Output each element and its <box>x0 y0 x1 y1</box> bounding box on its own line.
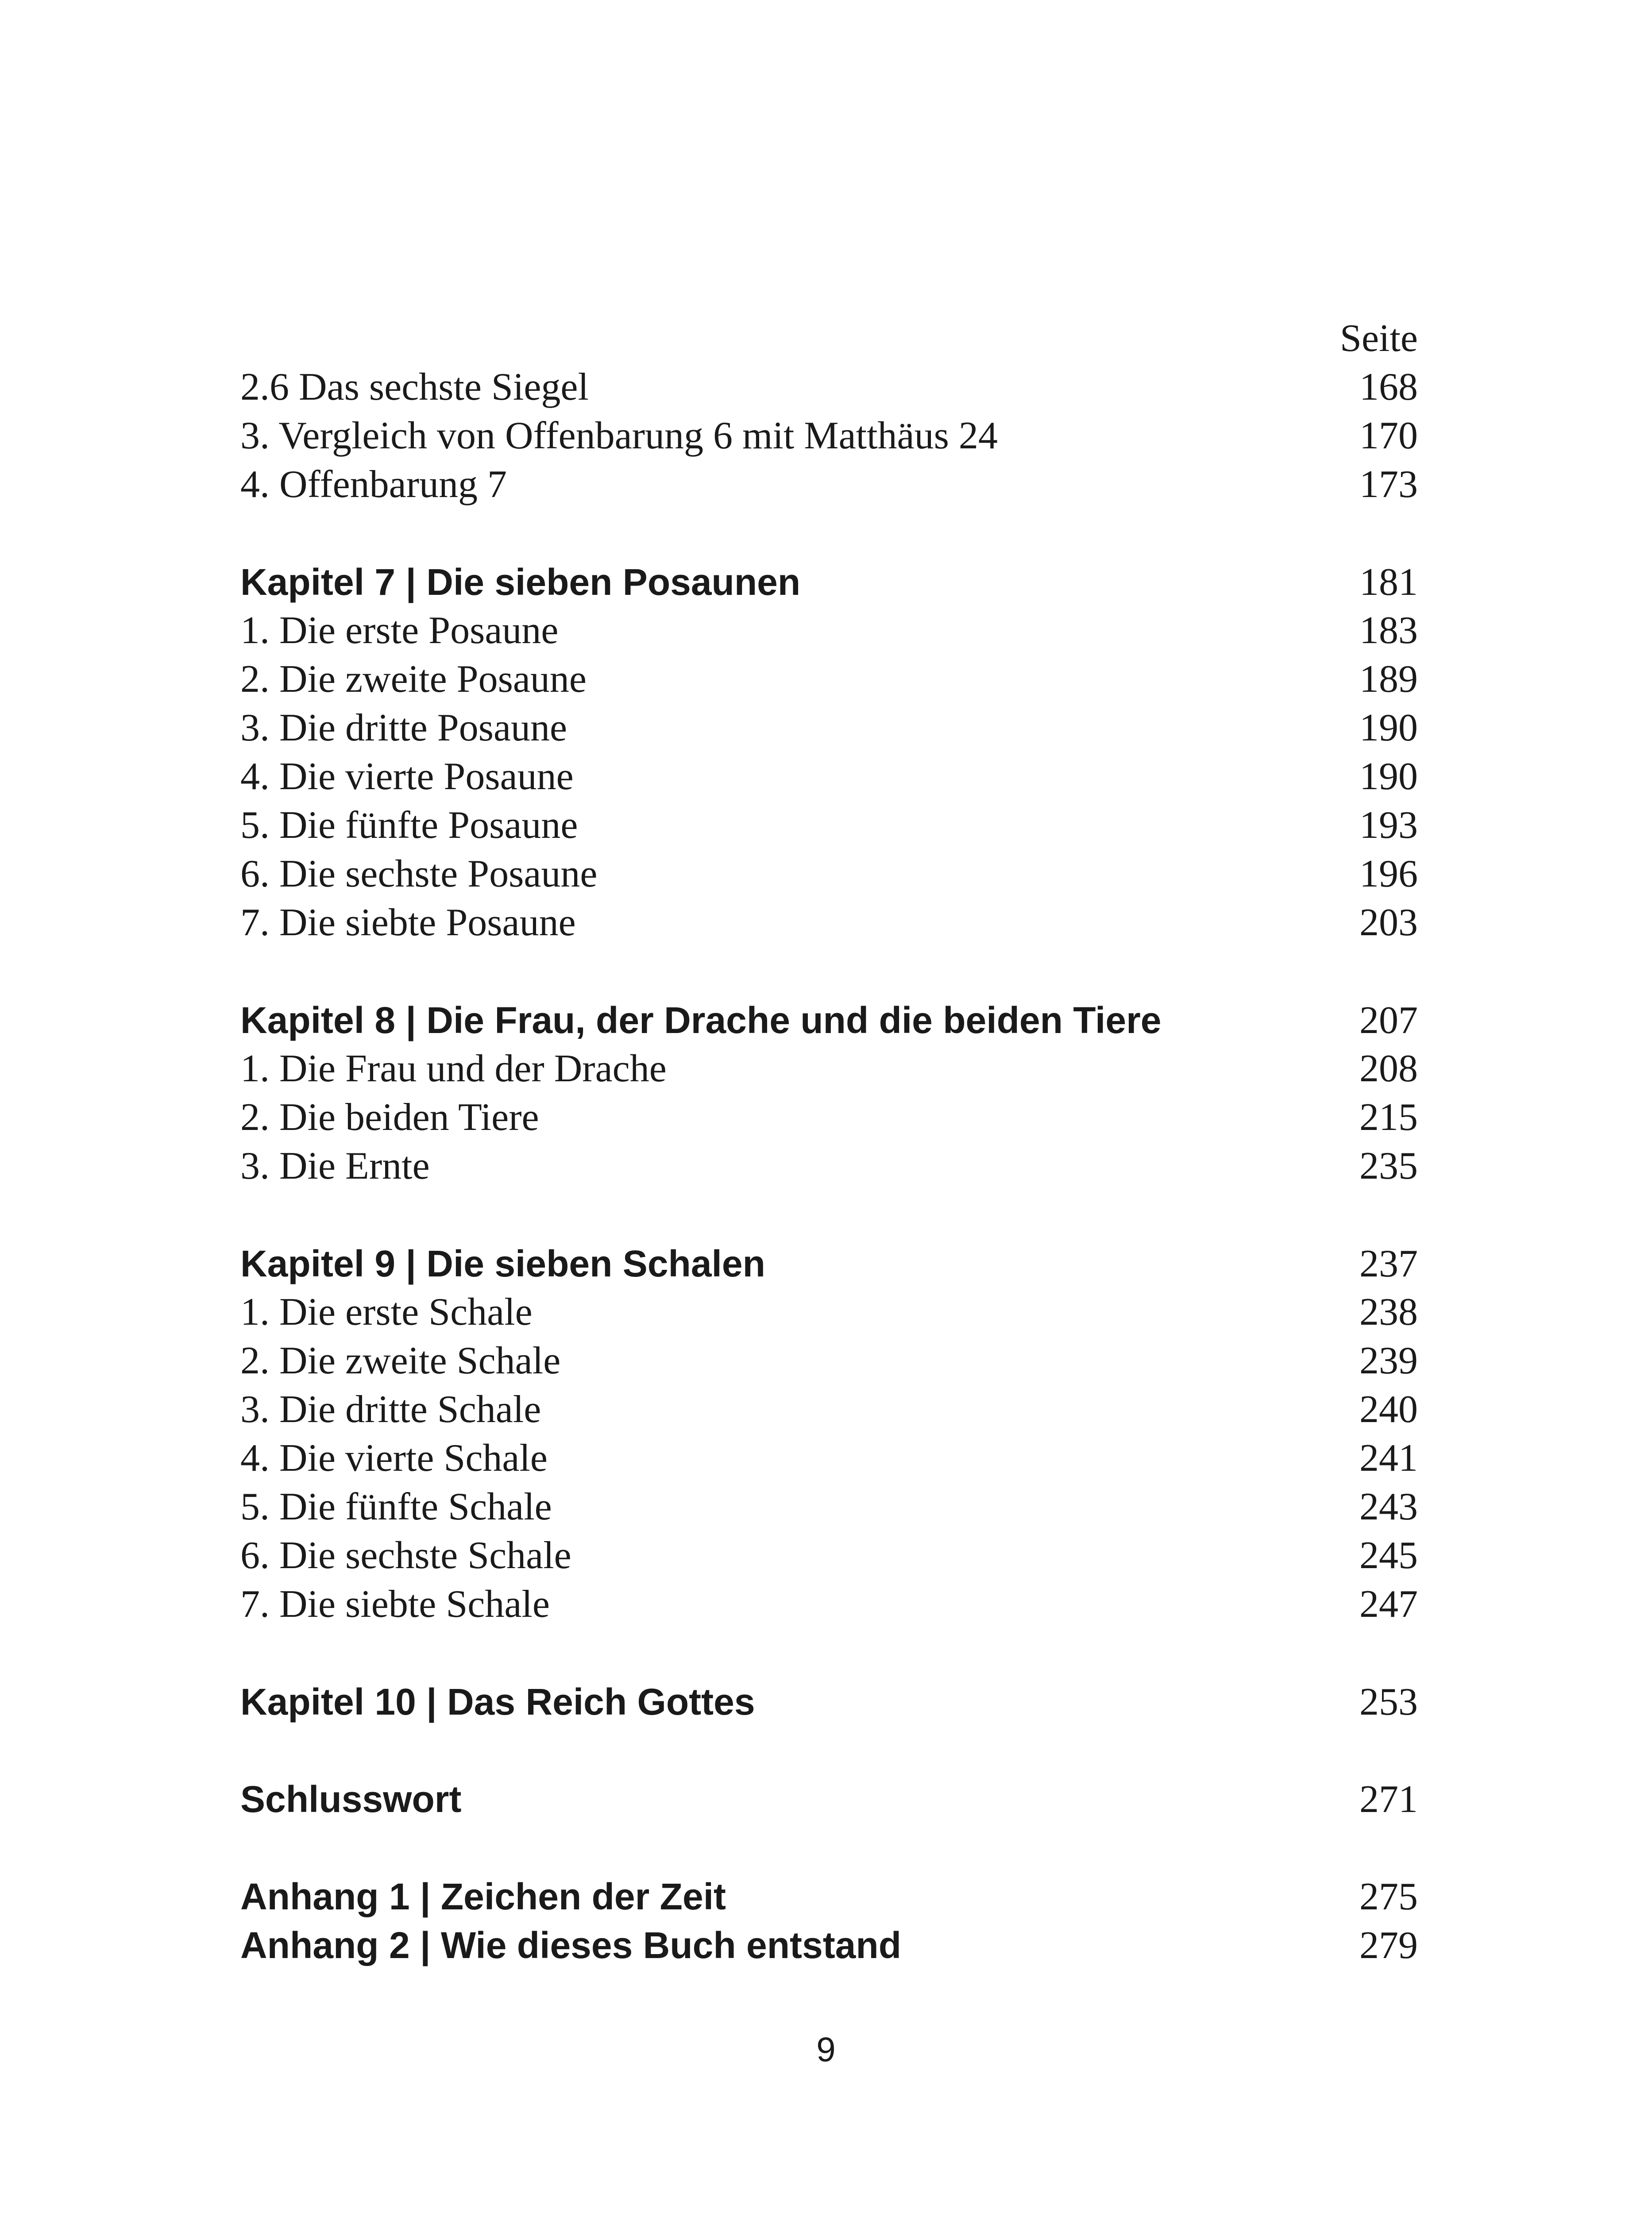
chapter-page: 271 <box>1359 1778 1418 1821</box>
chapter-title: Schlusswort <box>240 1778 462 1820</box>
toc-entry-page: 190 <box>1359 755 1418 798</box>
toc-entry-page: 193 <box>1359 804 1418 847</box>
chapter-page: 253 <box>1359 1681 1418 1723</box>
toc-entry-page: 190 <box>1359 706 1418 749</box>
section-gap <box>240 947 1418 996</box>
toc-entry-page: 245 <box>1359 1534 1418 1577</box>
appendix-page: 275 <box>1359 1875 1418 1918</box>
section-gap <box>240 1824 1418 1872</box>
table-of-contents <box>240 314 1418 1970</box>
page-number: 9 <box>816 2030 836 2069</box>
appendix-title: Anhang 1 | Zeichen der Zeit <box>240 1876 726 1917</box>
toc-entry-title: 4. Die vierte Schale <box>240 1437 548 1480</box>
toc-entry <box>240 606 1418 655</box>
toc-entry-page: 168 <box>1359 366 1418 409</box>
page-column-header <box>240 314 1418 363</box>
toc-appendix-heading <box>240 1921 1418 1970</box>
toc-entry-page: 208 <box>1359 1047 1418 1090</box>
toc-entry-title: 6. Die sechste Posaune <box>240 852 598 895</box>
toc-entry <box>240 1093 1418 1142</box>
toc-entry-page: 203 <box>1359 901 1418 944</box>
toc-entry <box>240 412 1418 460</box>
toc-entry-title: 2. Die zweite Posaune <box>240 658 587 701</box>
toc-entry-page: 241 <box>1359 1437 1418 1480</box>
toc-entry <box>240 363 1418 412</box>
section-gap <box>240 1191 1418 1239</box>
toc-entry-page: 243 <box>1359 1485 1418 1528</box>
toc-entry-title: 1. Die erste Schale <box>240 1291 533 1334</box>
toc-entry-title: 4. Die vierte Posaune <box>240 755 574 798</box>
toc-entry-page: 170 <box>1359 414 1418 457</box>
toc-appendix-heading <box>240 1872 1418 1921</box>
toc-entry <box>240 704 1418 752</box>
toc-entry-page: 173 <box>1359 463 1418 506</box>
toc-entry-title: 7. Die siebte Posaune <box>240 901 576 944</box>
chapter-title: Kapitel 9 | Die sieben Schalen <box>240 1243 765 1284</box>
toc-entry-title: 7. Die siebte Schale <box>240 1583 550 1626</box>
toc-entry-page: 215 <box>1359 1096 1418 1139</box>
toc-entry-page: 235 <box>1359 1145 1418 1187</box>
toc-entry-page: 239 <box>1359 1339 1418 1382</box>
toc-entry-title: 5. Die fünfte Posaune <box>240 804 578 847</box>
toc-entry <box>240 898 1418 947</box>
toc-entry <box>240 1434 1418 1483</box>
toc-entry <box>240 1531 1418 1580</box>
section-gap <box>240 1726 1418 1775</box>
toc-entry-page: 238 <box>1359 1291 1418 1334</box>
toc-entry-title: 2.6 Das sechste Siegel <box>240 366 589 409</box>
toc-entry <box>240 1483 1418 1531</box>
toc-entry-page: 189 <box>1359 658 1418 701</box>
toc-entry-title: 3. Die dritte Posaune <box>240 706 567 749</box>
toc-entry <box>240 1385 1418 1434</box>
toc-entry-page: 183 <box>1359 609 1418 652</box>
toc-entry <box>240 752 1418 801</box>
appendix-page: 279 <box>1359 1924 1418 1967</box>
toc-entry-page: 196 <box>1359 852 1418 895</box>
toc-entry <box>240 460 1418 509</box>
page-column-label: Seite <box>1340 317 1418 360</box>
toc-entry-title: 1. Die Frau und der Drache <box>240 1047 667 1090</box>
toc-entry <box>240 655 1418 704</box>
toc-chapter-heading <box>240 558 1418 606</box>
toc-entry <box>240 1580 1418 1629</box>
toc-entry-title: 3. Die dritte Schale <box>240 1388 541 1431</box>
chapter-page: 207 <box>1359 999 1418 1042</box>
toc-entry-page: 247 <box>1359 1583 1418 1626</box>
toc-chapter-heading <box>240 1677 1418 1726</box>
chapter-page: 181 <box>1359 561 1418 604</box>
toc-entry-title: 5. Die fünfte Schale <box>240 1485 552 1528</box>
toc-chapter-heading <box>240 996 1418 1045</box>
chapter-page: 237 <box>1359 1242 1418 1285</box>
toc-entry <box>240 1045 1418 1093</box>
toc-entry-title: 4. Offenbarung 7 <box>240 463 507 506</box>
toc-entry-title: 1. Die erste Posaune <box>240 609 559 652</box>
toc-entry <box>240 801 1418 850</box>
toc-entry <box>240 850 1418 898</box>
appendix-title: Anhang 2 | Wie dieses Buch entstand <box>240 1924 902 1966</box>
toc-entry <box>240 1337 1418 1385</box>
section-gap <box>240 1629 1418 1677</box>
toc-entry-title: 6. Die sechste Schale <box>240 1534 571 1577</box>
section-gap <box>240 509 1418 558</box>
toc-chapter-heading <box>240 1239 1418 1288</box>
chapter-title: Kapitel 7 | Die sieben Posaunen <box>240 561 801 603</box>
toc-chapter-heading <box>240 1775 1418 1824</box>
toc-entry-title: 2. Die beiden Tiere <box>240 1096 539 1139</box>
toc-entry-title: 2. Die zweite Schale <box>240 1339 561 1382</box>
toc-entry <box>240 1142 1418 1191</box>
toc-entry-title: 3. Die Ernte <box>240 1145 430 1187</box>
toc-entry-title: 3. Vergleich von Offenbarung 6 mit Matthäus 24 <box>240 414 998 457</box>
chapter-title: Kapitel 8 | Die Frau, der Drache und die beiden Tiere <box>240 999 1162 1041</box>
chapter-title: Kapitel 10 | Das Reich Gottes <box>240 1681 755 1723</box>
toc-entry-page: 240 <box>1359 1388 1418 1431</box>
toc-entry <box>240 1288 1418 1337</box>
